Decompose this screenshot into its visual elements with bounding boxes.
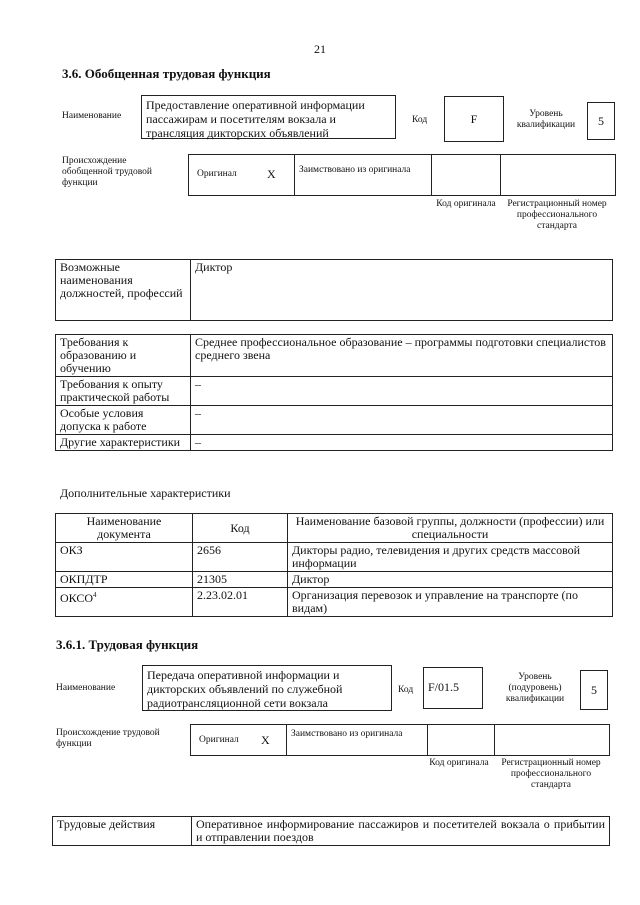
sub-code-label: Код [398, 685, 414, 695]
sub-original-mark: X [261, 733, 270, 747]
level-value: 5 [598, 114, 604, 128]
table-row [56, 543, 613, 572]
sub-level-box [580, 670, 608, 710]
name-value: Предоставление оперативной информации пассажирам и посетителям вокзала и трансляция дикторских объявлений [146, 98, 365, 140]
requirement-value: Среднее профессиональное образование – программы подготовки специалистов среднего звена [191, 335, 613, 377]
sub-borrowed-label: Заимствовано из оригинала [291, 729, 403, 739]
table-row [56, 406, 613, 435]
sub-code-original-label: Код оригинала [429, 758, 489, 768]
sub-level-value: 5 [591, 683, 597, 697]
level-label: Уровень квалификации [516, 109, 576, 130]
requirement-label: Особые условия допуска к работе [56, 406, 191, 435]
code-cell: 2.23.02.01 [193, 588, 288, 617]
sub-name-value-box [142, 665, 392, 711]
positions-table [55, 259, 613, 321]
doc-cell: ОКПДТР [56, 572, 193, 588]
additional-title: Дополнительные характеристики [60, 486, 231, 500]
name-cell: Организация перевозок и управление на транспорте (по видам) [288, 588, 613, 617]
doc-cell: ОКЗ [56, 543, 193, 572]
requirement-value: – [191, 377, 613, 406]
header-code: Код [193, 514, 288, 543]
origin-box [188, 154, 616, 196]
sub-name-value: Передача оперативной информации и дикторских объявлений по служебной радиотрансляционной сети вокзала [147, 668, 343, 710]
header-document: Наименование документа [56, 514, 193, 543]
actions-table [52, 816, 610, 846]
positions-value: Диктор [191, 260, 613, 321]
requirements-table [55, 334, 613, 451]
sub-origin-box [190, 724, 610, 756]
code-cell: 21305 [193, 572, 288, 588]
name-label: Наименование [62, 111, 122, 121]
requirement-value: – [191, 406, 613, 435]
sub-origin-label: Происхождение трудовой функции [56, 728, 160, 749]
name-cell: Диктор [288, 572, 613, 588]
table-header-row [56, 514, 613, 543]
section-title: 3.6. Обобщенная трудовая функция [62, 66, 271, 81]
sub-code-value: F/01.5 [428, 680, 460, 694]
code-box [444, 96, 504, 142]
subsection-title: 3.6.1. Трудовая функция [56, 637, 199, 652]
table-row [56, 435, 613, 451]
requirement-label: Требования к опыту практической работы [56, 377, 191, 406]
table-row [56, 572, 613, 588]
reg-number-label: Регистрационный номер профессионального стандарта [507, 199, 607, 231]
sub-code-box [423, 667, 483, 709]
footnote-mark: 4 [93, 591, 97, 599]
sub-reg-number-label: Регистрационный номер профессионального стандарта [501, 758, 601, 790]
sub-name-label: Наименование [56, 683, 116, 693]
origin-label: Происхождение обобщенной трудовой функции [62, 156, 152, 188]
requirement-value: – [191, 435, 613, 451]
code-cell: 2656 [193, 543, 288, 572]
doc-cell [56, 588, 193, 617]
additional-table [55, 513, 613, 617]
header-name: Наименование базовой группы, должности (профессии) или специальности [288, 514, 613, 543]
table-row [56, 335, 613, 377]
table-row [53, 817, 610, 846]
doc-text: ОКСО [60, 591, 94, 605]
requirement-label: Другие характеристики [56, 435, 191, 451]
actions-value: Оперативное информирование пассажиров и посетителей вокзала о прибытии и отправлении поездов [192, 817, 610, 846]
table-row [56, 588, 613, 617]
actions-label: Трудовые действия [53, 817, 192, 846]
sub-level-label: Уровень (подуровень) квалификации [505, 672, 565, 704]
requirement-label: Требования к образованию и обучению [56, 335, 191, 377]
sub-original-label: Оригинал [199, 735, 239, 745]
name-cell: Дикторы радио, телевидения и других средств массовой информации [288, 543, 613, 572]
original-mark: X [267, 167, 276, 181]
original-label: Оригинал [197, 169, 237, 179]
borrowed-label: Заимствовано из оригинала [299, 165, 411, 175]
positions-label: Возможные наименования должностей, профессий [56, 260, 191, 321]
page-number: 21 [314, 42, 326, 56]
table-row [56, 377, 613, 406]
code-original-label: Код оригинала [436, 199, 496, 209]
code-value: F [470, 112, 478, 126]
code-label: Код [412, 115, 428, 125]
name-value-box [141, 95, 396, 139]
level-box [587, 102, 615, 140]
